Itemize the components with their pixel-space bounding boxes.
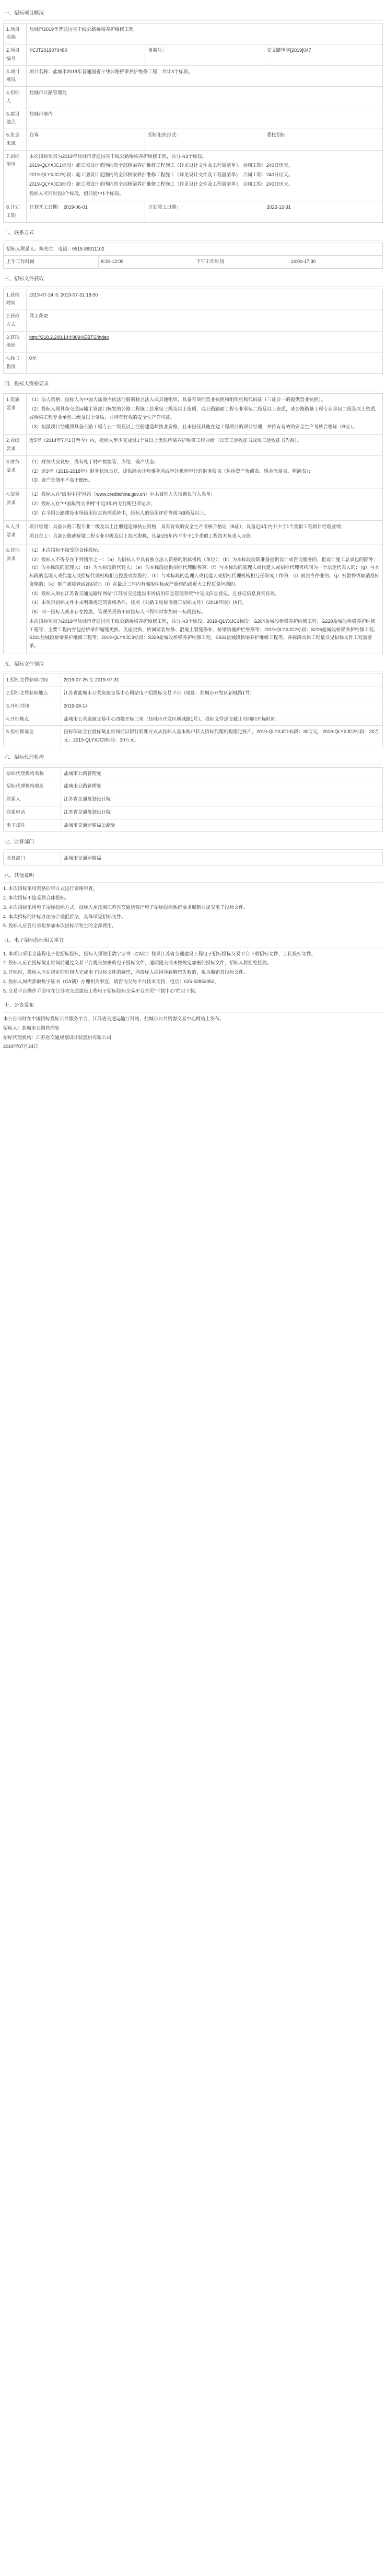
project-overview-value: 项目名称：盐城市2019年普通国省干线公路桥梁养护维修工程，共计3个标段。 — [27, 65, 383, 87]
bid-opening-time-value: 2019-08-14 — [61, 700, 383, 713]
acquire-time-value: 2019-07-24 至 2019-07-31 18:00 — [27, 289, 383, 310]
plan-start-label: 计划开工日期： — [29, 204, 63, 210]
agency-row-value: 江苏省交通规划设计院 — [61, 806, 383, 819]
location-label: 5.建设地点 — [4, 108, 27, 129]
finance-item: （1）财务状况良好，没有处于财产被接管、冻结、破产状态； — [29, 459, 159, 464]
finance-item: （3）资产负债率不高于85%。 — [29, 477, 93, 483]
supervision-table — [3, 852, 383, 865]
schedule-label: 8.计划工期 — [4, 201, 27, 223]
other-requirement-extra: 本次招标项目为2019年盐城市普通国省干线公路桥梁养护维修工程，共分为3个标段。2019-QLYXJC1标段：G204盐城段桥梁养护维修工程、G228盐城段桥梁养护维修工程等，主要工程内容包括桥梁伸缩缝更换、支座更换、桥面铺装维修、混凝土裂缝修补、桥梁防撞护栏维修等；2019-QLYXJC2标段：S226盐城段桥梁养护维修工程、S231盐城段桥梁养护维修工程等；2019-QLYXJC3标段：S329盐城段桥梁养护维修工程、S331盐城段桥梁养护维修工程等。各标段具体工程量详见招标文件工程量清单。 — [29, 618, 379, 648]
office-hours-pm-value: 14:00-17:30 — [288, 256, 383, 269]
performance-value: 近5年（2014年7月1日至今）内，投标人至少完成过1个及以上类似桥梁养护维修工程业绩（以交工验收证书或竣工验收证书为准）。 — [27, 435, 383, 456]
filing-number-label: 备案号： — [145, 44, 264, 66]
publication-list — [3, 1015, 383, 1051]
electronic-bidding-list — [3, 950, 383, 996]
overview-table — [3, 23, 383, 223]
publication-item: 本公告同时在中国招标投标公共服务平台、江苏省交通运输厅网站、盐城市公共资源交易中心网站上发布。 — [3, 1016, 225, 1021]
section-title-document-acquisition: 三、招标文件获取 — [3, 273, 383, 287]
office-hours-am-value: 8:30-12:00 — [98, 256, 193, 269]
other-requirement-item: （3）投标人须在江苏省交通运输厅网站“江苏省交通建设市场信用信息管理系统”中完成信息登记，且登记信息真实有效。 — [29, 590, 280, 596]
qualification-cert-value — [27, 394, 383, 435]
office-hours-pm-label: 下午工作时间 — [193, 256, 288, 269]
agency-row-value: 盐城市公路管理处 — [61, 767, 383, 780]
electronic-item: 1. 本项目采用全流程电子化招标投标，投标人须使用数字证书（CA锁）登录江苏省交通建设工程电子招标投标交易平台下载招标文件、上传投标文件。 — [3, 951, 316, 956]
finance-label: 3.财务要求 — [4, 455, 27, 488]
tender-form-value: 委托招标 — [264, 129, 382, 151]
bid-bond-label: 5.投标保证金 — [4, 726, 61, 747]
project-code-label: 2.项目编号 — [4, 44, 27, 66]
publication-item: 2019年07月24日 — [3, 1044, 39, 1050]
agency-row-value: 盐城市公路管理处 — [61, 780, 383, 793]
personnel-item: 项目总工：具备公路或桥梁工程专业中级及以上技术职称，具备近5年内不少于1个类似工程技术负责人业绩。 — [29, 533, 256, 539]
contact-value: 招标人联系人：陈先生 电话：0515-88311102 — [4, 243, 383, 256]
tender-form-label: 招标组织形式： — [145, 129, 264, 151]
qualification-item: （1）法人资格：投标人为中国大陆境内依法注册的独立法人或其他组织，具备有效的营业执照和组织机构代码证（三证合一的提供营业执照）。 — [29, 397, 326, 403]
filing-number-value: 交文罐审字[2019]047 — [264, 44, 382, 66]
funding-label: 6.资金来源 — [4, 129, 27, 151]
electronic-item: 3. 开标时，投标人应在规定的时间内完成电子投标文件的解密，因投标人原因导致解密失败的，视为撤销其投标文件。 — [3, 970, 249, 975]
section-title-agency: 六、招标代理机构 — [3, 751, 383, 765]
acquire-method-value: 网上获取 — [27, 310, 383, 332]
finance-value — [27, 455, 383, 488]
agency-row-label: 电子邮件 — [4, 819, 61, 832]
other-note-item: 1. 本次招标采用资格后审方式进行资格审查。 — [3, 886, 98, 892]
credit-item: （2）投标人在“中国裁判文书网”中近3年内无行贿犯罪记录； — [29, 500, 156, 506]
electronic-item: 2. 投标人应在投标截止时间前通过交易平台提交加密的电子投标文件，逾期提交或未按规定加密的投标文件，招标人将拒绝接收。 — [3, 960, 272, 966]
personnel-item: 项目经理：具备公路工程专业二级及以上注册建造师执业资格，具有有效的安全生产考核合格证（B证），具备近5年内不少于1个类似工程项目经理业绩； — [29, 524, 346, 530]
other-notes-list — [3, 885, 383, 930]
project-name-value: 盐城市2019年普通国省干线公路桥梁养护维修工程 — [27, 23, 383, 44]
contact-table — [3, 243, 383, 269]
project-name-label: 1.项目名称 — [4, 23, 27, 44]
scope-paragraph: 2019-QLYXJC1标段：施工图设计范围内的全部桥梁养护维修工程施工（详见设计文件及工程量清单），合同工期：240日历天。 — [29, 163, 293, 168]
agency-row-label: 招标代理机构地址 — [4, 780, 61, 793]
bid-opening-place-label: 4.开标地点 — [4, 713, 61, 726]
other-note-item: 2. 本次招标不接受联合体投标。 — [3, 895, 70, 901]
other-requirements-value — [27, 544, 383, 654]
project-code-value: YCJT2019070480 — [27, 44, 145, 66]
electronic-item: 5. 交易平台操作手册可在江苏省交通建设工程电子招标投标交易平台首页“下载中心”栏目下载。 — [3, 988, 200, 994]
acquire-address-link[interactable] — [27, 331, 383, 352]
bid-bond-value: 投标保证金在投标截止时间前以银行转账方式从投标人基本账户转入招标代理机构指定账户，2019-QLYXJC1标段：30万元；2019-QLYXJC2标段：30万元；2019-QLYXJC3标段：30万元。 — [61, 726, 383, 747]
tenderer-label: 4.招标人 — [4, 87, 27, 108]
scope-paragraph: 本次招标项目为2019年盐城市普通国省干线公路桥梁养护维修工程，共分为3个标段。 — [29, 153, 207, 159]
acquire-address-label: 3.获取地址 — [4, 331, 27, 352]
acquisition-table — [3, 289, 383, 374]
credit-item: （1）投标人在“信用中国”网站（www.creditchina.gov.cn）中未被列入失信被执行人名单； — [29, 492, 216, 497]
qualification-cert-label: 1.资质要求 — [4, 394, 27, 435]
other-requirements-label: 6.其他要求 — [4, 544, 27, 654]
finance-item: （2）近3年（2016-2018年）财务状况良好，提供经会计师事务所或审计机构审计的财务报表（包括资产负债表、现金流量表、利润表）； — [29, 468, 313, 474]
scope-value — [27, 150, 383, 201]
section-title-electronic-bidding: 九、电子招标投标相关事宜 — [3, 934, 383, 948]
pickup-place-value: 江苏省盐城市公共资源交易中心网站电子招投标交易平台（地址：盐城市开发区新城路1号） — [61, 687, 383, 700]
publication-item: 招标人：盐城市公路管理处 — [3, 1025, 60, 1031]
agency-row-label: 联系电话 — [4, 806, 61, 819]
personnel-value — [27, 521, 383, 544]
supervision-value: 盐城市交通运输局 — [61, 852, 383, 865]
scope-paragraph: 投标人可同时投3个标段，但只能中1个标段。 — [29, 190, 124, 196]
project-overview-label: 3.项目概况 — [4, 65, 27, 87]
agency-row-value: 盐城市交通运输局公路处 — [61, 819, 383, 832]
plan-end-label: 计划竣工日期： — [145, 201, 264, 223]
other-note-item: 5. 投标人应自行承担参加本次投标所发生的全部费用。 — [3, 923, 117, 929]
location-value: 盐城市境内 — [27, 108, 383, 129]
credit-item: （3）在全国公路建设市场信用信息管理系统中，投标人的信用评价等级为B级及以上。 — [29, 510, 209, 516]
credit-value — [27, 488, 383, 521]
pickup-time-value: 2019-07-25 至 2019-07-31 — [61, 674, 383, 687]
credit-label: 4.信誉要求 — [4, 488, 27, 521]
acquire-address-url[interactable]: http://218.2.208.144:8094/EBTS/index — [29, 334, 109, 340]
other-requirement-item: （2）投标人不得存在下列情形之一：（a）为招标人不具有独立法人资格的附属机构（单位）；（b）为本标段前期准备提供设计或咨询服务的，但设计施工总承包的除外；（c）为本标段的监理人；（d）为本标段的代建人；（e）为本标段提供招标代理服务的；（f）与本标段的监理人或代建人或招标代理机构同为一个法定代表人的；（g）与本标段的监理人或代建人或招标代理机构相互控股或参股的；（h）与本标段的监理人或代建人或招标代理机构相互任职或工作的；（i）被责令停业的；（j）被暂停或取消投标资格的；（k）财产被接管或冻结的；（l）在最近三年内有骗取中标或严重违约或重大工程质量问题的。 — [29, 556, 380, 587]
agency-table — [3, 767, 383, 833]
publication-item: 招标代理机构：江苏省交通规划设计院股份有限公司 — [3, 1034, 112, 1040]
other-requirement-item: （5）同一投标人或者存在控股、管理关系的不同投标人不得同时参加同一标段投标。 — [29, 609, 206, 614]
section-title-other-notes: 八、其他说明 — [3, 870, 383, 883]
plan-start-value — [27, 201, 145, 223]
pickup-time-label: 1.招标文件获取时间 — [4, 674, 61, 687]
qualification-item: （3）拟派项目经理须具备公路工程专业二级及以上注册建造师执业资格，且未担任其他在建工程项目的项目经理，并持有有效的安全生产考核合格证（B证）。 — [29, 424, 357, 429]
document-price-label: 4.标书售价 — [4, 352, 27, 374]
section-title-document-pickup: 五、招标文件领取 — [3, 658, 383, 672]
qualification-table — [3, 393, 383, 654]
section-title-overview: 一、招标项目概况 — [3, 7, 383, 21]
other-note-item: 4. 本次招标的评标办法为合理低价法，具体详见招标文件。 — [3, 914, 126, 919]
scope-paragraph: 2019-QLYXJC2标段：施工图设计范围内的全部桥梁养护维修工程施工（详见设计文件及工程量清单），合同工期：240日历天。 — [29, 172, 293, 178]
qualification-item: （2）投标人须具备交通运输主管部门核发的公路工程施工总承包三级及以上资质，或公路路面工程专业承包二级及以上资质，或公路路基工程专业承包二级及以上资质，或桥梁工程专业承包二级及以上资质，并持有有效的安全生产许可证。 — [29, 406, 380, 420]
supervision-label: 监督部门 — [4, 852, 61, 865]
section-title-contact: 二、联系方式 — [3, 227, 383, 241]
section-title-supervision: 七、监督部门 — [3, 836, 383, 850]
other-note-item: 3. 本次招标采用电子招标投标方式，投标人须按照江苏省交通运输厅电子招标投标系统要求编制并提交电子投标文件。 — [3, 904, 249, 910]
personnel-label: 5.人员要求 — [4, 521, 27, 544]
acquire-method-label: 2.获取方式 — [4, 310, 27, 332]
plan-start-date: 2019-06-01 — [63, 204, 88, 210]
section-title-publication: 十、公告发布 — [3, 999, 383, 1013]
acquire-time-label: 1.获取时间 — [4, 289, 27, 310]
pickup-table — [3, 674, 383, 747]
bid-opening-time-label: 3.开标时间 — [4, 700, 61, 713]
scope-label: 7.招标范围 — [4, 150, 27, 201]
electronic-item: 4. 投标人如需获取数字证书（CA锁）办理相关事宜，请咨询交易平台技术支持，电话：025-52853052。 — [3, 978, 219, 984]
office-hours-am-label: 上午工作时间 — [4, 256, 99, 269]
funding-value: 自筹 — [27, 129, 145, 151]
agency-row-label: 联系人 — [4, 793, 61, 806]
agency-row-label: 招标代理机构名称 — [4, 767, 61, 780]
performance-label: 2.业绩要求 — [4, 435, 27, 456]
tenderer-value: 盐城市公路管理处 — [27, 87, 383, 108]
section-title-qualification: 四、投标人资格要求 — [3, 378, 383, 392]
other-requirement-item: （4）本项目招标文件中未明确规定的资格条件，按照《公路工程标准施工招标文件》（2018年版）执行。 — [29, 600, 247, 606]
document-price-value: 0元 — [27, 352, 383, 374]
agency-row-value: 江苏省交通规划设计院 — [61, 793, 383, 806]
bid-opening-place-value: 盐城市公共资源交易中心四楼开标三室（盐城市开发区新城路1号），投标文件递交截止时间同开标时间。 — [61, 713, 383, 726]
pickup-place-label: 2.招标文件获取地点 — [4, 687, 61, 700]
other-requirement-item: （1）本次招标不接受联合体投标； — [29, 547, 103, 553]
plan-end-date: 2022-12-31 — [264, 201, 382, 223]
scope-paragraph: 2019-QLYXJC3标段：施工图设计范围内的全部桥梁养护维修工程施工（详见设计文件及工程量清单），合同工期：240日历天。 — [29, 181, 293, 187]
